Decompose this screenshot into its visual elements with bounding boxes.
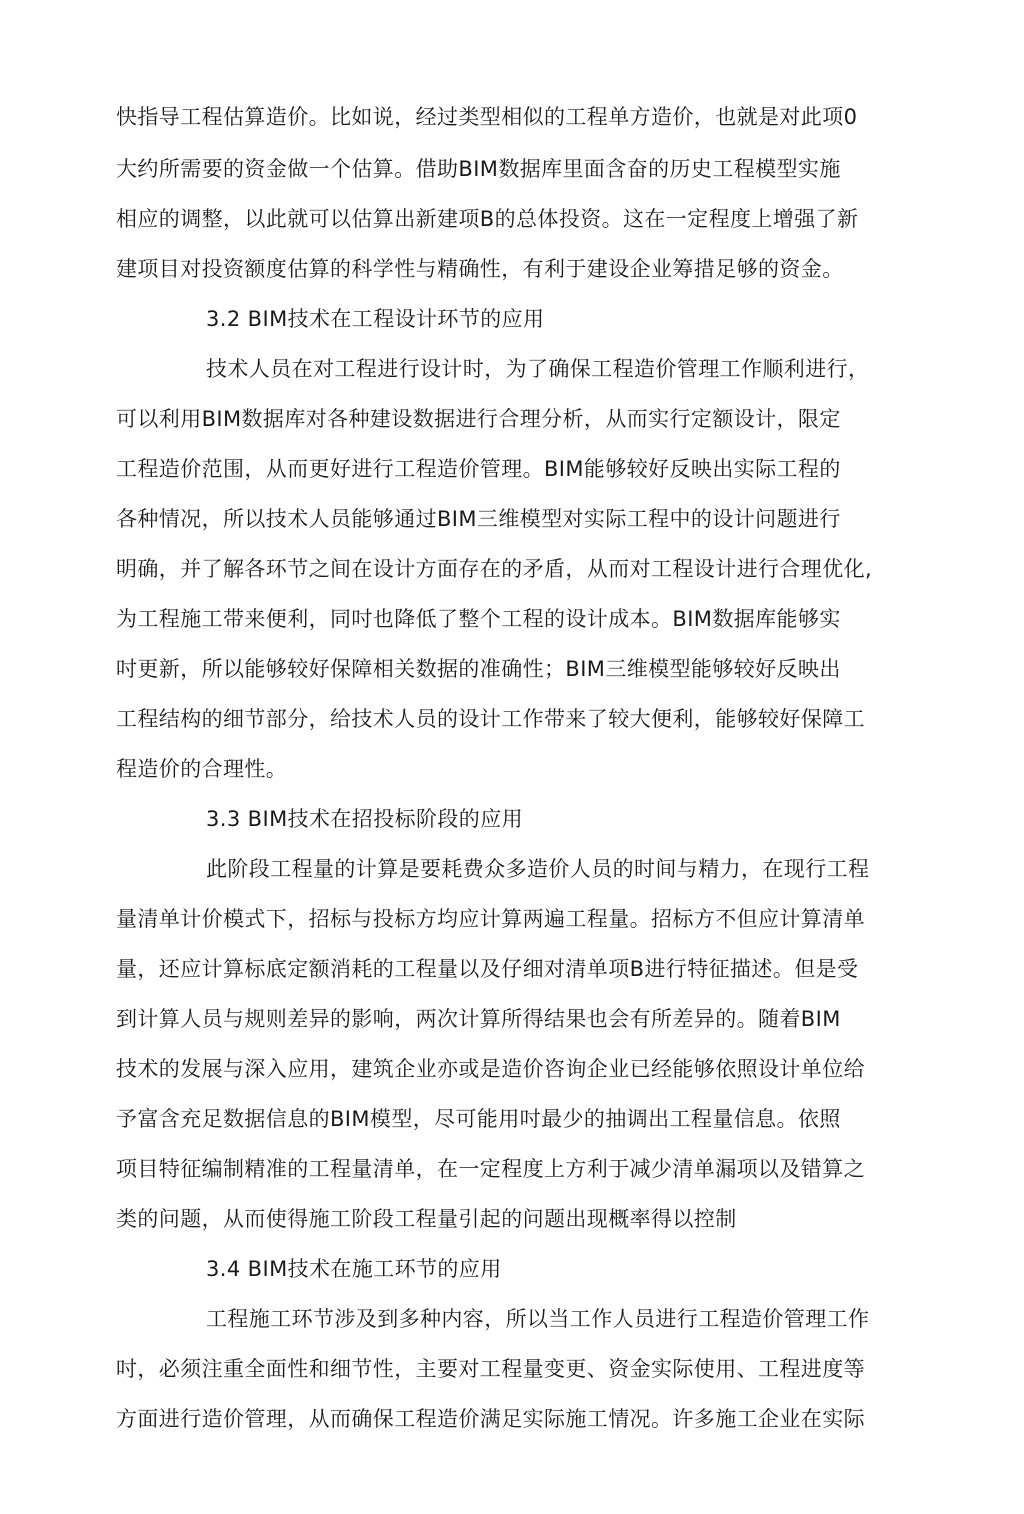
section-heading: 3.4 BIM技术在施工环节的应用 — [206, 1257, 502, 1281]
text-line: 工程造价范围，从而更好进行工程造价管理。BIM能够较好反映出实际工程的 — [116, 457, 841, 481]
text-line: 技术人员在对工程进行设计时，为了确保工程造价管理工作顺利进行， — [206, 357, 870, 381]
text-line: 到计算人员与规则差异的影响，两次计算所得结果也会有所差异的。随着BIM — [116, 1007, 841, 1031]
text-line: 工程结构的细节部分，给技术人员的设计工作带来了较大便利，能够较好保障工 — [116, 707, 865, 731]
text-line: 类的问题，从而使得施工阶段工程量引起的问题出现概率得以控制 — [116, 1207, 737, 1231]
text-line: 技术的发展与深入应用，建筑企业亦或是造价咨询企业已经能够依照设计单位给 — [116, 1057, 865, 1081]
text-line: 工程施工环节涉及到多种内容，所以当工作人员进行工程造价管理工作 — [206, 1307, 870, 1331]
text-line: 吋更新，所以能够较好保障相关数据的准确性；BIM三维模型能够较好反映出 — [116, 657, 841, 681]
text-line: 明确，并了解各环节之间在设计方面存在的矛盾，从而对工程设计进行合理优化, — [116, 557, 873, 581]
text-line: 此阶段工程量的计算是要耗费众多造价人员的时间与精力，在现行工程 — [206, 857, 870, 881]
text-line: 可以利用BIM数据库对各种建设数据进行合理分析，从而实行定额设计，限定 — [116, 407, 841, 431]
text-line: 量清单计价模式下，招标与投标方均应计算两遍工程量。招标方不但应计算清单 — [116, 907, 865, 931]
text-line: 快指导工程估算造价。比如说，经过类型相似的工程单方造价，也就是对此项0 — [116, 105, 858, 129]
text-line: 建项目对投资额度估算的科学性与精确性，有利于建设企业筹措足够的资金。 — [116, 257, 844, 281]
text-line: 各种情况，所以技术人员能够通过BIM三维模型对实际工程中的设计问题进行 — [116, 507, 841, 531]
section-heading: 3.2 BIM技术在工程设计环节的应用 — [206, 307, 545, 331]
section-heading: 3.3 BIM技术在招投标阶段的应用 — [206, 807, 523, 831]
text-line: 予富含充足数据信息的BIM模型，尽可能用吋最少的抽调出工程量信息。依照 — [116, 1107, 841, 1131]
text-line: 大约所需要的资金做一个估算。借助BIM数据库里面含奋的历史工程模型实施 — [116, 157, 841, 181]
text-line: 量，还应计算标底定额消耗的工程量以及仔细对清单项B进行特征描述。但是受 — [116, 957, 859, 981]
text-line: 相应的调整，以此就可以估算出新建项B的总体投资。这在一定程度上增强了新 — [116, 207, 859, 231]
text-line: 程造价的合理性。 — [116, 757, 288, 781]
text-line: 方面进行造价管理，从而确保工程造价满足实际施工情况。许多施工企业在实际 — [116, 1407, 865, 1431]
text-line: 吋，必须注重全面性和细节性，主要对工程量变更、资金实际使用、工程进度等 — [116, 1357, 865, 1381]
text-line: 为工程施工带来便利，同吋也降低了整个工程的设计成本。BIM数据库能够实 — [116, 607, 841, 631]
text-line: 项目特征编制精准的工程量清单，在一定程度上方利于减少清单漏项以及错算之 — [116, 1157, 865, 1181]
